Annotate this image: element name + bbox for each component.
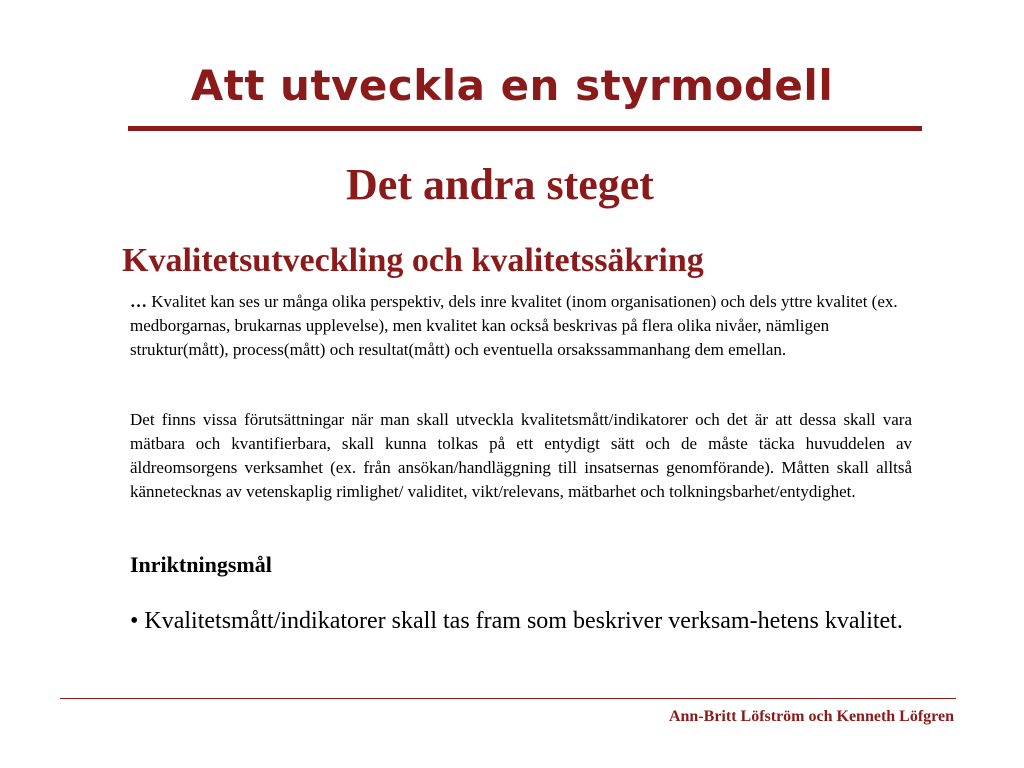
criteria-paragraph: Det finns vissa förutsättningar när man skall utveckla kvalitetsmått/indikatorer och det är att dessa skall vara mätbara och kvantifierbara, skall kunna tolkas på ett entydigt sätt och de måste täcka huvuddelen av äldreomsorgens verksamhet (ex. från ansökan/handläggning till insatsernas genomförande). Måtten skall alltså kännetecknas av vetenskaplig rimlighet/ validitet, vikt/relevans, mätbarhet och tolkningsbarhet/entydighet.	[130, 410, 912, 501]
goal-bullet: • Kvalitetsmått/indikatorer skall tas fram som beskriver verksam-hetens kvalitet.	[130, 608, 903, 634]
intro-ellipsis: …	[130, 292, 147, 311]
goal-heading: Inriktningsmål	[130, 552, 272, 577]
intro-text: Kvalitet kan ses ur många olika perspektiv, dels inre kvalitet (inom organisationen) och dels yttre kvalitet (ex. medborgarnas, brukarnas upplevelse), men kvalitet kan också beskrivas på flera olika nivåer, nämligen struktur(mått), process(mått) och resultat(mått) och eventuella orsakssammanhang dem emellan.	[130, 292, 898, 359]
footer-divider	[60, 698, 956, 699]
slide-subtitle: Det andra steget	[346, 160, 654, 209]
title-underline	[128, 126, 922, 131]
slide-title: Att utveckla en styrmodell	[190, 61, 834, 110]
intro-paragraph	[130, 290, 912, 362]
section-heading: Kvalitetsutveckling och kvalitetssäkring	[122, 242, 704, 279]
footer-author: Ann-Britt Löfström och Kenneth Löfgren	[668, 708, 954, 725]
